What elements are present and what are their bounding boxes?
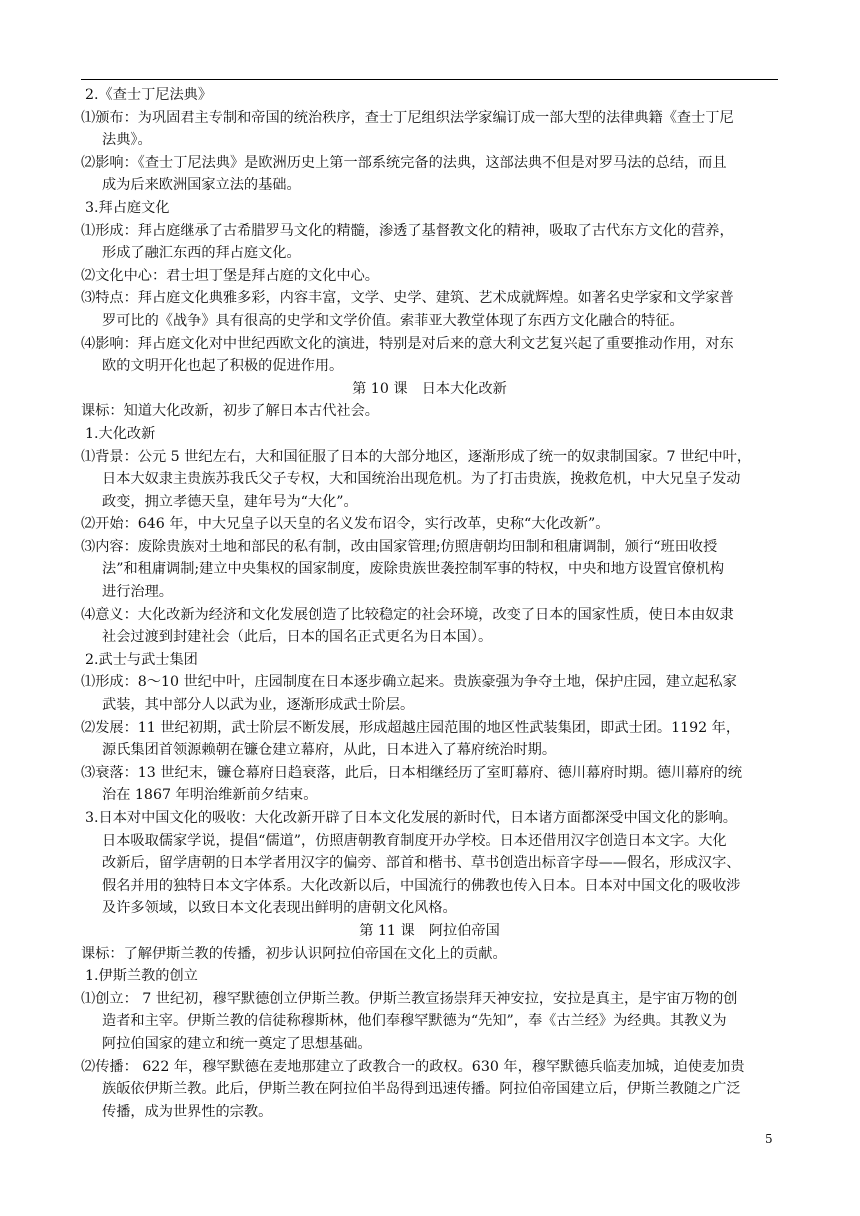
text-line: 课标：知道大化改新，初步了解日本古代社会。 <box>81 403 379 420</box>
text-line: 欧的文明开化也起了积极的促进作用。 <box>102 358 344 375</box>
text-line: ⑷意义：大化改新为经济和文化发展创造了比较稳定的社会环境，改变了日本的国家性质，使日本由奴隶 <box>81 606 734 623</box>
text-line: 族皈依伊斯兰教。此后，伊斯兰教在阿拉伯半岛得到迅速传播。阿拉伯帝国建立后，伊斯兰教随之广泛 <box>102 1081 741 1098</box>
text-line: ⑴颁布：为巩固君主专制和帝国的统治秩序，查士丁尼组织法学家编订成一部大型的法律典籍《查士丁尼 <box>81 109 734 126</box>
text-line: ⑴创立： 7 世纪初，穆罕默德创立伊斯兰教。伊斯兰教宣扬崇拜天神安拉，安拉是真主，是宇宙万物的创 <box>81 990 738 1007</box>
text-line: 1.伊斯兰教的创立 <box>85 968 198 985</box>
text-line: 课标：了解伊斯兰教的传播，初步认识阿拉伯帝国在文化上的贡献。 <box>81 945 507 962</box>
lesson-heading: 第 10 课 日本大化改新 <box>352 380 507 397</box>
text-line: ⑶衰落：13 世纪末，镰仓幕府日趋衰落，此后，日本相继经历了室町幕府、德川幕府时期。德川幕府的统 <box>81 764 743 781</box>
text-line: ⑵影响：《查士丁尼法典》是欧洲历史上第一部系统完备的法典，这部法典不但是对罗马法的总结，而且 <box>81 154 727 171</box>
page-number: 5 <box>765 1132 773 1146</box>
text-line: 进行治理。 <box>102 584 173 601</box>
text-line: 3.日本对中国文化的吸收：大化改新开辟了日本文化发展的新时代，日本诸方面都深受中国文化的影响。 <box>85 810 737 826</box>
text-line: 1.大化改新 <box>85 425 156 442</box>
text-line: ⑷影响：拜占庭文化对中世纪西欧文化的演进，特别是对后来的意大利文艺复兴起了重要推动作用，对东 <box>81 335 734 352</box>
lesson-heading: 第 11 课 阿拉伯帝国 <box>359 922 500 939</box>
text-line: 3.拜占庭文化 <box>85 199 170 216</box>
text-line: 政变，拥立孝德天皇，建年号为“大化”。 <box>102 493 358 510</box>
text-line: ⑵传播： 622 年，穆罕默德在麦地那建立了政教合一的政权。630 年，穆罕默德兵临麦加城，迫使麦加贵 <box>81 1058 745 1075</box>
text-line: ⑵开始：646 年，中大兄皇子以天皇的名义发布诏令，实行改革，史称“大化改新”。 <box>81 516 610 533</box>
text-line: ⑵文化中心：君士坦丁堡是拜占庭的文化中心。 <box>81 267 379 284</box>
text-line: 2.《查士丁尼法典》 <box>85 87 213 103</box>
text-line: 形成了融汇东西的拜占庭文化。 <box>102 245 301 262</box>
text-line: 假名并用的独特日本文字体系。大化改新以后，中国流行的佛教也传入日本。日本对中国文化的吸收涉 <box>102 877 741 894</box>
text-line: 罗可比的《战争》具有很高的史学和文学价值。索菲亚大教堂体现了东西方文化融合的特征。 <box>102 312 684 329</box>
text-line: 改新后，留学唐朝的日本学者用汉字的偏旁、部首和楷书、草书创造出标音字母——假名，形成汉字、 <box>102 855 741 872</box>
text-line: 2.武士与武士集团 <box>85 651 198 668</box>
text-line: ⑶特点：拜占庭文化典雅多彩，内容丰富，文学、史学、建筑、艺术成就辉煌。如著名史学家和文学家普 <box>81 290 734 307</box>
text-line: ⑶内容：废除贵族对土地和部民的私有制，改由国家管理;仿照唐朝均田制和租庸调制，颁行“班田收授 <box>81 538 718 555</box>
text-line: 法”和租庸调制;建立中央集权的国家制度，废除贵族世袭控制军事的特权，中央和地方设置官僚机构 <box>102 561 725 578</box>
text-line: 成为后来欧洲国家立法的基础。 <box>102 177 301 194</box>
header-rule <box>81 79 778 80</box>
text-line: 阿拉伯国家的建立和统一奠定了思想基础。 <box>102 1035 372 1052</box>
text-line: ⑴形成：拜占庭继承了古希腊罗马文化的精髓，渗透了基督教文化的精神，吸取了古代东方文化的营养， <box>81 222 734 239</box>
text-line: 传播，成为世界性的宗教。 <box>102 1103 273 1120</box>
text-line: 日本大奴隶主贵族苏我氏父子专权，大和国统治出现危机。为了打击贵族，挽救危机，中大兄皇子发动 <box>102 471 741 488</box>
text-line: ⑵发展：11 世纪初期，武士阶层不断发展，形成超越庄园范围的地区性武装集团，即武士团。1192 年， <box>81 719 741 736</box>
text-line: ⑴背景：公元 5 世纪左右，大和国征服了日本的大部分地区，逐渐形成了统一的奴隶制国家。7 世纪中叶， <box>81 448 752 465</box>
page-body <box>81 84 778 1123</box>
text-line: 武装，其中部分人以武为业，逐渐形成武士阶层。 <box>102 697 415 714</box>
text-line: ⑴形成：8～10 世纪中叶，庄园制度在日本逐步确立起来。贵族豪强为争夺土地，保护庄园，建立起私家 <box>81 674 737 691</box>
text-line: 治在 1867 年明治维新前夕结束。 <box>102 787 318 804</box>
text-line: 造者和主宰。伊斯兰教的信徒称穆斯林，他们奉穆罕默德为“先知”，奉《古兰经》为经典。其教义为 <box>102 1013 727 1030</box>
text-line: 社会过渡到封建社会（此后，日本的国名正式更名为日本国）。 <box>102 629 493 646</box>
text-line: 法典》。 <box>102 132 152 149</box>
text-line: 源氏集团首领源赖朝在镰仓建立幕府，从此，日本进入了幕府统治时期。 <box>102 742 557 759</box>
text-line: 及许多领域，以致日本文化表现出鲜明的唐朝文化风格。 <box>102 900 457 917</box>
text-line: 日本吸取儒家学说，提倡“儒道”，仿照唐朝教育制度开办学校。日本还借用汉字创造日本文字。大化 <box>102 832 727 849</box>
